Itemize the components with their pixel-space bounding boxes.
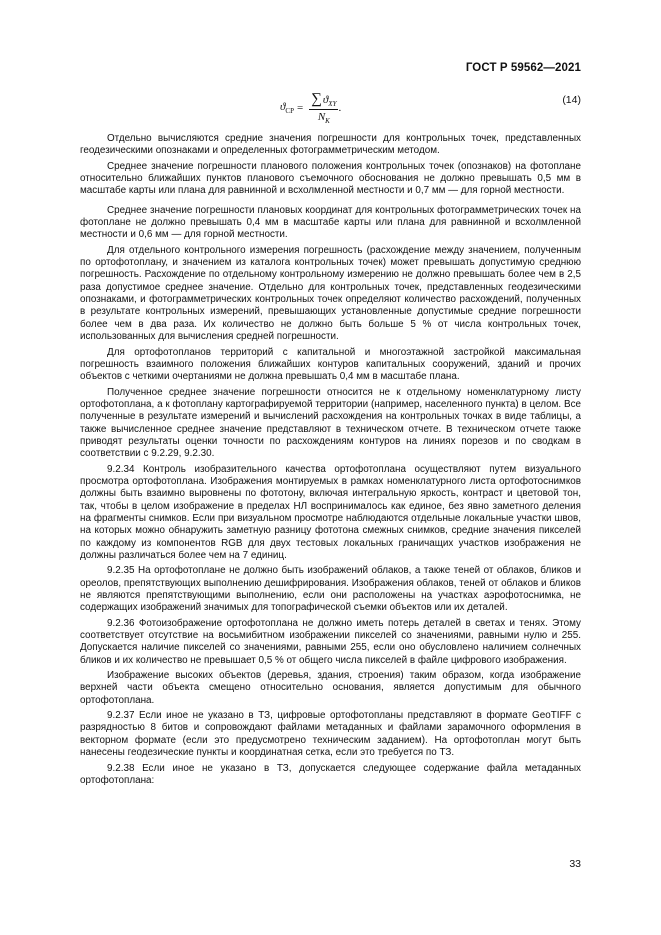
paragraph: Изображение высоких объектов (деревья, здания, строения) таким образом, когда изображение верхней части объекта смещено относительно основания, является допустимым для обычного ортофотоплана. bbox=[80, 670, 581, 706]
standard-header: ГОСТ Р 59562—2021 bbox=[465, 62, 581, 74]
formula-denominator: $N_K$ bbox=[317, 111, 330, 126]
formula-equals: = bbox=[296, 102, 304, 114]
paragraph: 9.2.38 Если иное не указано в ТЗ, допускается следующее содержание файла метаданных ортофотоплана: bbox=[80, 762, 581, 786]
page-number: 33 bbox=[569, 858, 581, 870]
paragraph: Среднее значение погрешности плановых координат для контрольных фотограмметрических точек на фотоплане не должно превышать 0,4 мм в масштабе карты или плана для равнинной и всхолмленной местности и 0,6 мм — для горной местности. bbox=[80, 204, 581, 241]
equation-number: (14) bbox=[562, 94, 581, 106]
paragraph: 9.2.36 Фотоизображение ортофотоплана не должно иметь потерь деталей в светах и тенях. Этому соответствует отсутствие на восьмибитном изображении пикселей со значениями, равными нулю и 255. Допускается наличие пикселей со значениями, равными 255, если оно обусловлено наличием солнечных бликов и их количество не превышает 0,5 % от общего числа пикселей в файле цифрового изображения. bbox=[80, 617, 581, 666]
formula-block bbox=[80, 88, 581, 128]
body-text bbox=[80, 133, 581, 790]
formula-14 bbox=[280, 88, 341, 128]
paragraph: 9.2.35 На ортофотоплане не должно быть изображений облаков, а также теней от облаков, бликов и ореолов, препятствующих выполнению дешифрирования. Изображения облаков, теней от облаков и бликов не являются препятствующими выполнению, если они расположены на участках аэрофотоснимка, не содержащих изображений значимых для топографической съемки объектов или их деталей. bbox=[80, 565, 581, 614]
paragraph: 9.2.34 Контроль изобразительного качества ортофотоплана осуществляют путем визуального просмотра ортофотоплана. Изображения монтируемых в рамках номенклатурного листа ортофотоснимков должны быть взаимно выровнены по фототону, включая интегральную яркость, контраст и цветовой тон, так, чтобы в целом изображение в пределах НЛ воспринималось как единое, без явно заметного деления на фрагменты снимков. Если при визуальном просмотре наблюдаются отдельные локальные участки швов, на которых можно обнаружить заметную разницу фототона смежных снимков, средние значения пикселей по каждому из компонентов RGB для двух тестовых локальных граничащих участков изображения не должны различаться более чем на 7 единиц. bbox=[80, 463, 581, 561]
paragraph: Для ортофотопланов территорий с капитальной и многоэтажной застройкой максимальная погрешность взаимного положения ближайших контуров капитальных сооружений, зданий и прочих объектов с четкими очертаниями не должна превышать 0,4 мм в масштабе плана. bbox=[80, 346, 581, 383]
paragraph: Для отдельного контрольного измерения погрешность (расхождение между значением, полученным по ортофотоплану, и значением из каталога контрольных точек) может превышать допустимую среднюю погрешность. Расхождение по отдельному контрольному измерению не должно превышать более чем в 2,5 раза допустимое среднее значение. Отдельно для контрольных точек, представленных геодезическими опознаками, и фотограмметрических контрольных точек определяют количество расхождений, полученных в результате контрольных измерений, превышающих установленные допустимые средние погрешности более чем в два раза. Их количество не должно быть больше 5 % от числа контрольных точек, использованных для вычисления средней погрешности. bbox=[80, 244, 581, 343]
paragraph: Среднее значение погрешности планового положения контрольных точек (опознаков) на фотоплане относительно ближайших пунктов планового съемочного обоснования не должно превышать 0,5 мм в масштабе карты или плана для равнинной и всхолмленной местности и 0,7 мм — для горной местности. bbox=[80, 160, 581, 197]
formula-lhs: $ϑ_{СР}$ bbox=[280, 100, 294, 116]
formula-numerator: $\sum ϑ_{XY}$ bbox=[311, 90, 337, 108]
formula-dot: . bbox=[338, 102, 342, 114]
formula-fraction bbox=[309, 91, 338, 125]
paragraph: Отдельно вычисляются средние значения погрешности для контрольных точек, представленных геодезическими опознаками и определенных фотограмметрическим методом. bbox=[80, 133, 581, 157]
paragraph: 9.2.37 Если иное не указано в ТЗ, цифровые ортофотопланы представляют в формате GeoTIFF с разрядностью 8 битов и сопровождают файлами метаданных и файлами зарамочного оформления в векторном формате (если это предусмотрено техническим заданием). На ортофотоплан могут быть нанесены геодезические пункты и координатная сетка, если это требуется по ТЗ. bbox=[80, 710, 581, 759]
paragraph: Полученное среднее значение погрешности относится не к отдельному номенклатурному листу ортофотоплана, а к фотоплану картографируемой территории (например, населенного пункта) в целом. Все полученные в результате измерений и вычислений расхождения на контрольных точках в виде таблицы, а также вычисленное среднее значение представляют в техническом отчете. В техническом отчете также приводят результаты оценки точности по расхождениям контуров на линиях порезов и по сводкам в соответствии с 9.2.29, 9.2.30. bbox=[80, 386, 581, 460]
